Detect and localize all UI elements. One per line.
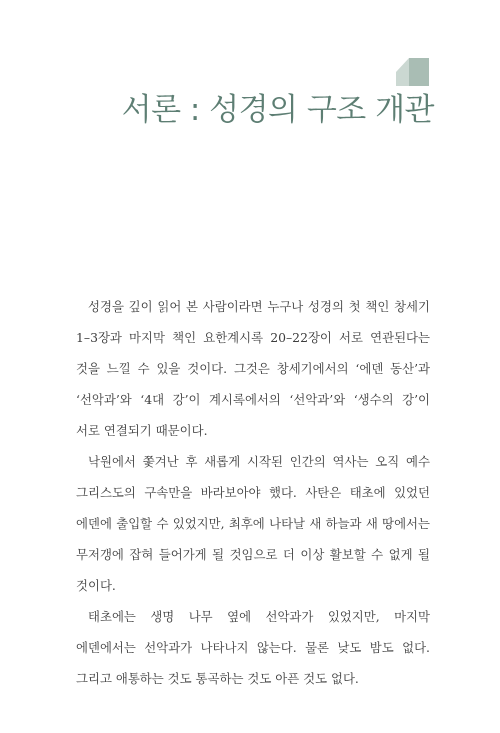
paragraph-2: 낙원에서 쫓겨난 후 새롭게 시작된 인간의 역사는 오직 예수 그리스도의 구속만을 바라보아야 했다. 사탄은 태초에 있었던 에덴에 출입할 수 있었지만, 최후에 나타날 새 하늘과 새 땅에서는 무저갱에 잡혀 들어가게 될 것임으로 더 이상 활보할 수 없게 될 것이다. <box>76 454 430 593</box>
bookmark-icon <box>396 58 429 86</box>
bookmark-fold-light <box>396 58 409 86</box>
chapter-title: 서론 : 성경의 구조 개관 <box>121 92 434 128</box>
paragraph-1: 성경을 깊이 읽어 본 사람이라면 누구나 성경의 첫 책인 창세기 1–3장과 마지막 책인 요한계시록 20–22장이 서로 연관된다는 것을 느낄 수 있을 것이다. 그것은 창세기에서의 ‘에덴 동산’과 ‘선악과’와 ‘4대 강’이 계시록에서의 ‘선악과’와 ‘생수의 강’이 서로 연결되기 때문이다. <box>76 299 430 438</box>
paragraph-3: 태초에는 생명 나무 옆에 선악과가 있었지만, 마지막 에덴에서는 선악과가 나타나지 않는다. 물론 낮도 밤도 없다. 그리고 애통하는 것도 통곡하는 것도 아픈 것도 없다. <box>76 609 430 686</box>
bookmark-fold-dark <box>409 58 429 86</box>
body-text <box>76 291 430 694</box>
